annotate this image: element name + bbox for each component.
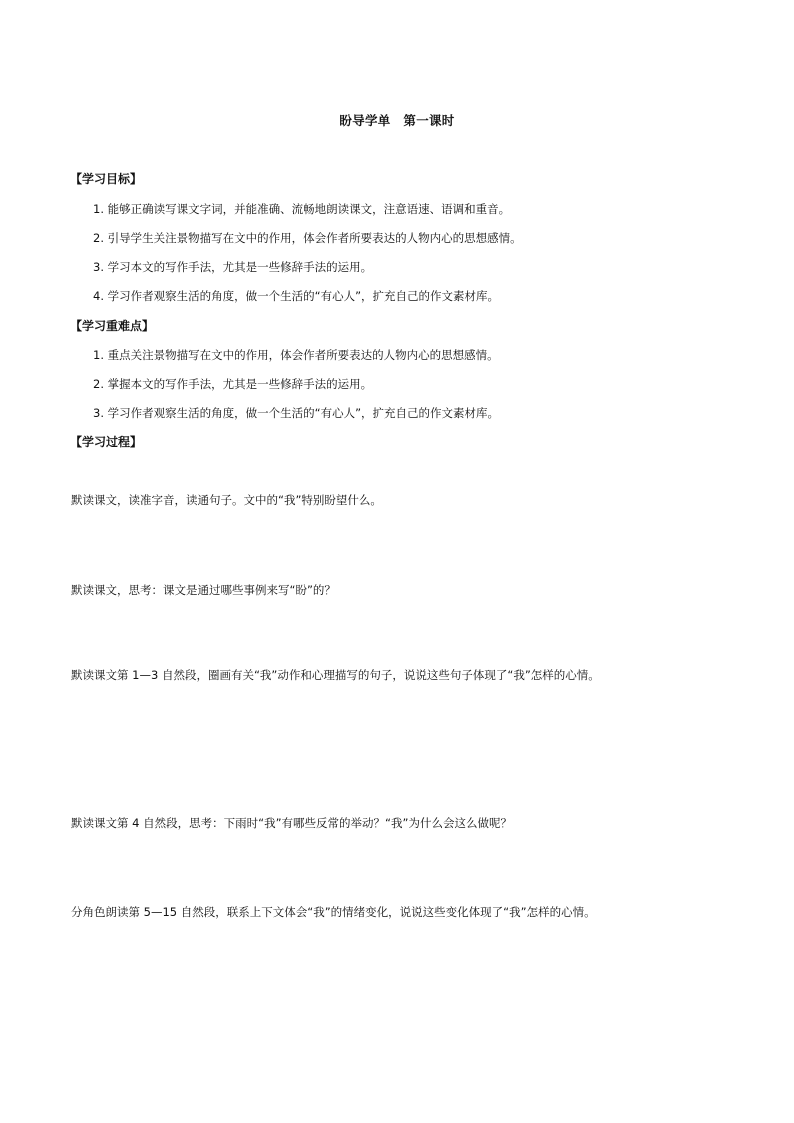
process-task-4: 默读课文第 4 自然段，思考：下雨时“我”有哪些反常的举动？“我”为什么会这么做呢？ bbox=[71, 816, 512, 830]
goal-item-2: 2. 引导学生关注景物描写在文中的作用，体会作者所要表达的人物内心的思想感情。 bbox=[93, 231, 522, 245]
process-task-3: 默读课文第 1—3 自然段，圈画有关“我”动作和心理描写的句子，说说这些句子体现了“我”怎样的心情。 bbox=[71, 668, 600, 682]
section-heading-key-points: 【学习重难点】 bbox=[70, 319, 155, 333]
key-point-item-3: 3. 学习作者观察生活的角度，做一个生活的“有心人”，扩充自己的作文素材库。 bbox=[93, 406, 500, 420]
process-task-2: 默读课文，思考：课文是通过哪些事例来写“盼”的？ bbox=[71, 583, 336, 597]
key-point-item-2: 2. 掌握本文的写作手法，尤其是一些修辞手法的运用。 bbox=[93, 377, 373, 391]
section-heading-process: 【学习过程】 bbox=[70, 435, 143, 449]
page-title: 盼导学单 第一课时 bbox=[339, 113, 455, 128]
process-task-1: 默读课文，读准字音，读通句子。文中的“我”特别盼望什么。 bbox=[71, 493, 382, 507]
key-point-item-1: 1. 重点关注景物描写在文中的作用，体会作者所要表达的人物内心的思想感情。 bbox=[93, 348, 499, 362]
process-task-5: 分角色朗读第 5—15 自然段，联系上下文体会“我”的情绪变化，说说这些变化体现了“我”怎样的心情。 bbox=[71, 905, 596, 919]
goal-item-4: 4. 学习作者观察生活的角度，做一个生活的“有心人”，扩充自己的作文素材库。 bbox=[93, 289, 500, 303]
goal-item-3: 3. 学习本文的写作手法，尤其是一些修辞手法的运用。 bbox=[93, 260, 373, 274]
goal-item-1: 1. 能够正确读写课文字词，并能准确、流畅地朗读课文，注意语速、语调和重音。 bbox=[93, 202, 511, 216]
section-heading-goals: 【学习目标】 bbox=[70, 172, 143, 186]
